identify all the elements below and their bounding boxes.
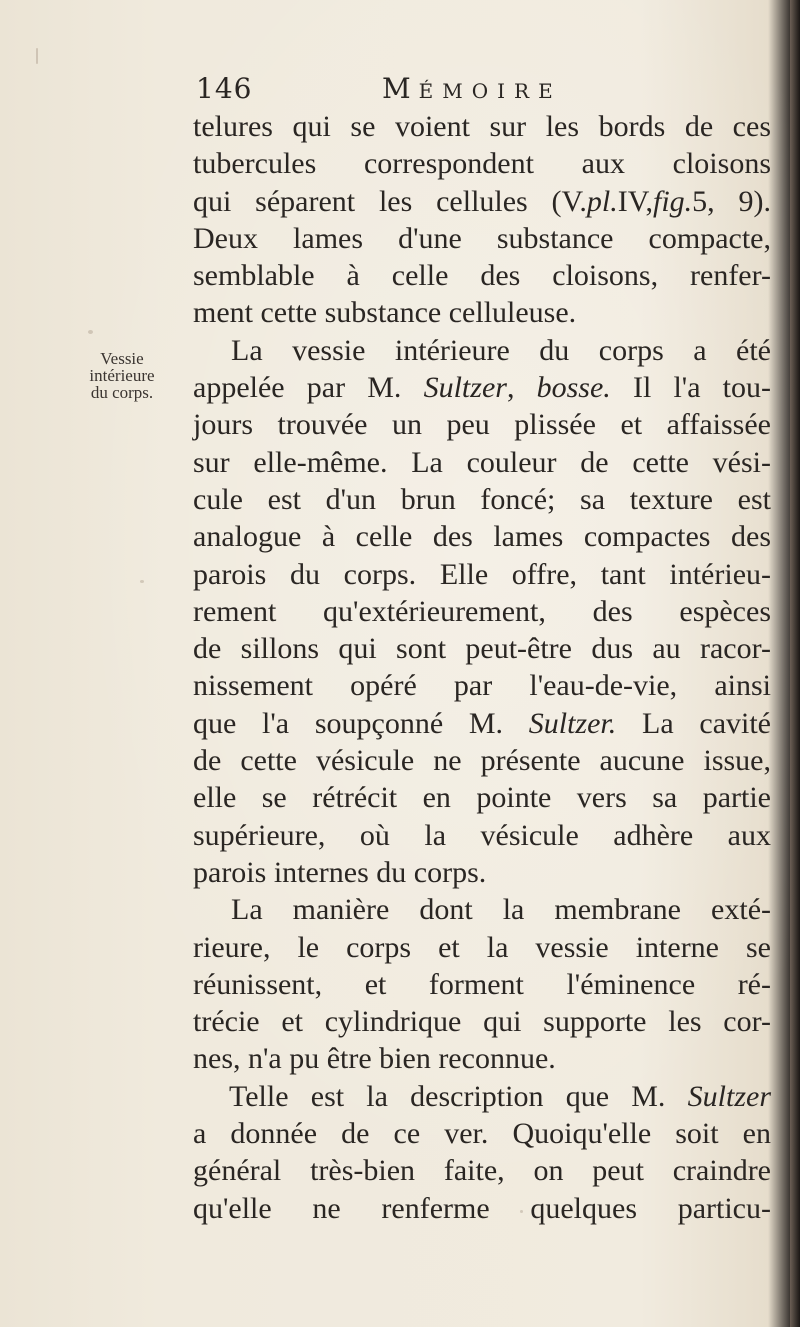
text-fragment: IV,	[617, 184, 653, 218]
text-line: cule est d'un brun foncé; sa texture est	[193, 482, 771, 516]
text-line: qu'elle ne renferme quelques particu-	[193, 1191, 771, 1225]
text-line: rement qu'extérieurement, des espèces	[193, 594, 771, 628]
text-fragment: appelée par M.	[193, 371, 402, 405]
text-line: La vessie intérieure du corps a été	[231, 333, 771, 367]
book-spine-edge	[790, 0, 800, 1327]
text-line: semblable à celle des cloisons, renfer-	[193, 259, 771, 293]
text-line: tubercules correspondent aux cloisons	[193, 147, 771, 181]
text-line	[193, 183, 771, 220]
text-line: La manière dont la membrane exté-	[231, 893, 771, 927]
italic-fragment: pl.	[586, 184, 618, 218]
text-line: a donnée de ce ver. Quoiqu'elle soit en	[193, 1117, 771, 1151]
margin-note	[52, 350, 192, 401]
text-fragment: que l'a soupçonné M.	[193, 706, 504, 740]
text-line: rieure, le corps et la vessie interne se	[193, 930, 771, 964]
running-title-rest: ÉMOIRE	[418, 79, 562, 103]
text-line: de sillons qui sont peut-être dus au racor-	[193, 632, 771, 666]
text-line: de cette vésicule ne présente aucune issue,	[193, 744, 771, 778]
text-line: jours trouvée un peu plissée et affaissée	[193, 408, 771, 442]
paper-fleck	[140, 580, 144, 583]
text-line: telures qui se voient sur les bords de ces	[193, 110, 771, 143]
margin-note-line: Vessie	[100, 349, 144, 368]
text-line	[193, 369, 771, 406]
text-line: Deux lames d'une substance compacte,	[193, 221, 771, 255]
paper-fleck	[88, 330, 93, 334]
italic-fragment: bosse.	[536, 371, 611, 405]
text-line: nes, n'a pu être bien reconnue.	[193, 1042, 556, 1076]
text-line: elle se rétrécit en pointe vers sa partie	[193, 781, 771, 815]
text-fragment: Il l'a tou-	[632, 371, 771, 405]
text-fragment: Telle est la description que M.	[229, 1079, 666, 1113]
margin-note-line: intérieure	[89, 366, 155, 385]
italic-fragment: fig.	[653, 184, 693, 218]
text-line	[193, 1078, 771, 1115]
page-number: 146	[196, 72, 253, 105]
text-line: analogue à celle des lames compactes des	[193, 520, 771, 554]
body-text	[193, 108, 771, 1227]
paper-fleck	[36, 48, 38, 64]
running-title	[382, 72, 562, 105]
text-fragment: qui séparent les cellules (V.	[193, 184, 587, 218]
italic-fragment: Sultzer.	[528, 706, 617, 740]
italic-fragment: Sultzer	[423, 371, 507, 405]
text-line: sur elle-même. La couleur de cette vési-	[193, 445, 771, 479]
text-line: parois internes du corps.	[193, 855, 487, 889]
italic-fragment: Sultzer	[687, 1079, 771, 1113]
text-fragment: ,	[506, 371, 515, 405]
text-fragment: La cavité	[642, 706, 771, 740]
text-line: ment cette substance celluleuse.	[193, 296, 577, 330]
text-line: supérieure, où la vésicule adhère aux	[193, 818, 771, 852]
paper-fleck	[520, 1210, 523, 1213]
page-header	[196, 72, 776, 106]
text-line: nissement opéré par l'eau-de-vie, ainsi	[193, 669, 771, 703]
text-fragment: 5, 9).	[692, 184, 771, 218]
text-line: trécie et cylindrique qui supporte les cor-	[193, 1005, 771, 1039]
margin-note-line: du corps.	[90, 383, 154, 402]
text-line: réunissent, et forment l'éminence ré-	[193, 967, 771, 1001]
text-line: général très-bien faite, on peut craindre	[193, 1154, 771, 1188]
text-line	[193, 705, 771, 742]
text-line: parois du corps. Elle offre, tant intérieu-	[193, 557, 771, 591]
running-title-initial: M	[382, 72, 419, 105]
